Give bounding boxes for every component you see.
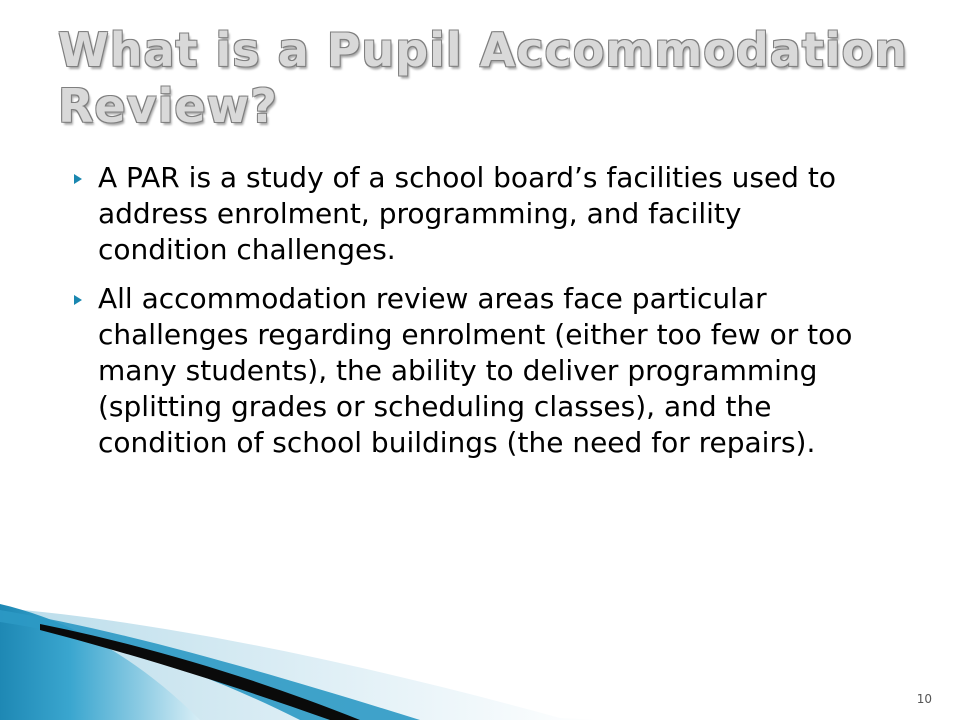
bullet-item — [70, 281, 870, 461]
bullet-text: A PAR is a study of a school board’s facilities used to address enrolment, programming, and facility condition challenges. — [98, 161, 836, 266]
slide-title: What is a Pupil Accommodation Review? — [58, 23, 908, 133]
bullet-list — [70, 160, 870, 474]
slide-number: 10 — [916, 692, 932, 706]
triangle-bullet-icon — [74, 295, 82, 305]
decorative-swoosh — [0, 600, 960, 720]
bullet-item — [70, 160, 870, 268]
triangle-bullet-icon — [74, 174, 82, 184]
bullet-text: All accommodation review areas face particular challenges regarding enrolment (either too few or too many students), the ability to deliver programming (splitting grades or scheduling classes), and the condition of school buildings (the need for repairs). — [98, 282, 853, 459]
